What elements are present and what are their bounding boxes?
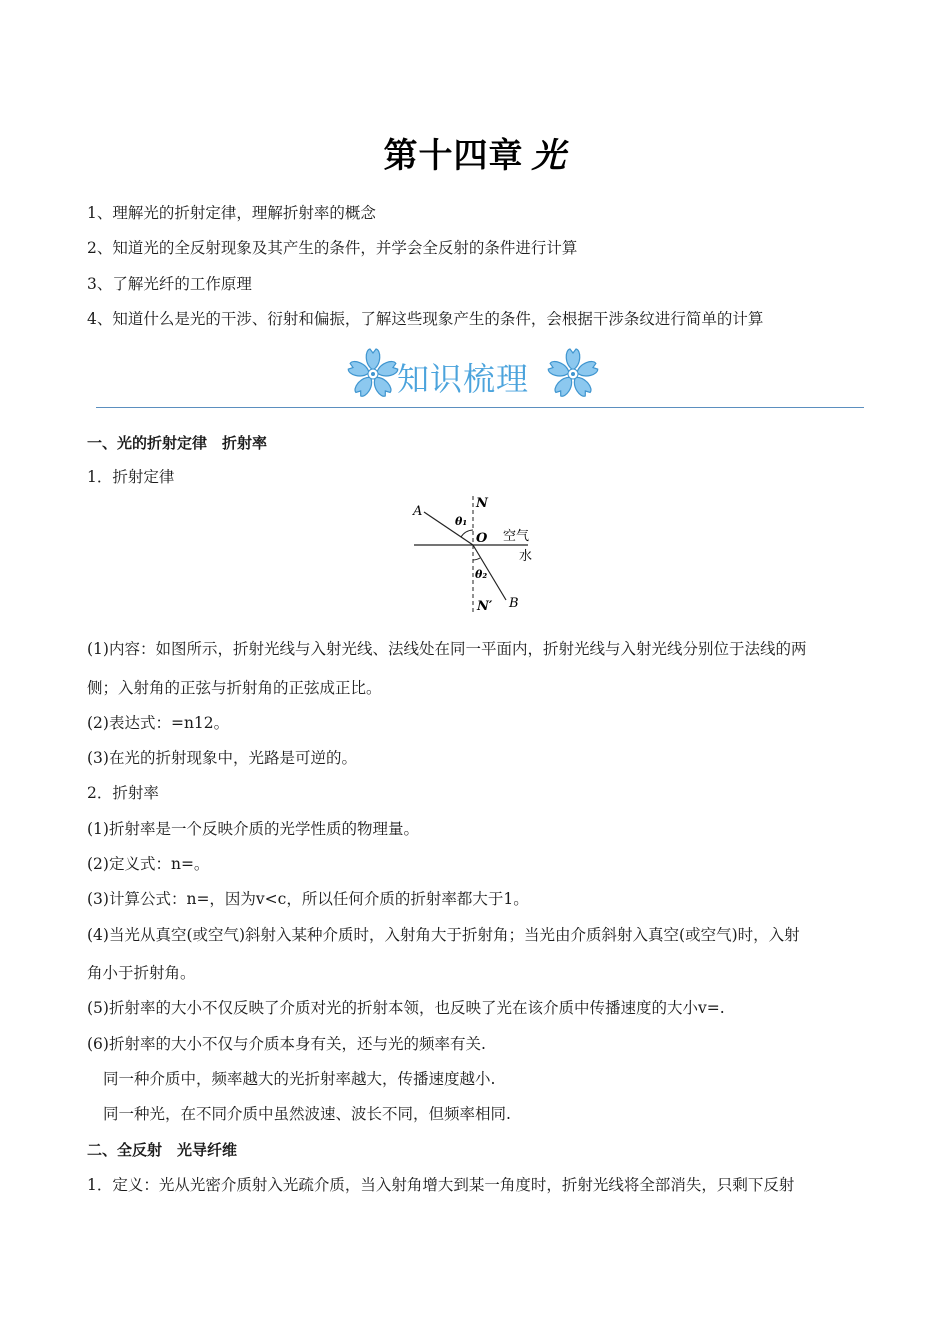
objective-4: 4、知道什么是光的干涉、衍射和偏振，了解这些现象产生的条件，会根据干涉条纹进行简单的计算: [87, 310, 764, 328]
refraction-expression: (2)表达式：=n12。: [87, 714, 230, 732]
knowledge-banner: [345, 344, 600, 404]
angle-theta1-arc: [461, 530, 473, 537]
sakura-flower-icon: [545, 346, 601, 402]
refraction-diagram: [408, 492, 548, 616]
refraction-content-line-2: 侧；入射角的正弦与折射角的正弦成正比。: [87, 679, 382, 697]
index-point-4-line-2: 角小于折射角。: [87, 964, 196, 982]
index-point-3: (3)计算公式：n=，因为v<c，所以任何介质的折射率都大于1。: [87, 890, 529, 908]
refraction-reversible: (3)在光的折射现象中，光路是可逆的。: [87, 749, 357, 767]
section-2-heading: 二、全反射 光导纤维: [87, 1141, 238, 1159]
index-point-6b: 同一种光，在不同介质中虽然波速、波长不同，但频率相同.: [103, 1105, 511, 1123]
label-a: A: [413, 504, 423, 519]
label-water: 水: [519, 549, 533, 564]
index-point-4-line-1: (4)当光从真空(或空气)斜射入某种介质时，入射角大于折射角；当光由介质斜射入真空(或空气)时，入射: [87, 926, 800, 944]
objective-2: 2、知道光的全反射现象及其产生的条件，并学会全反射的条件进行计算: [87, 239, 578, 257]
index-point-6: (6)折射率的大小不仅与介质本身有关，还与光的频率有关.: [87, 1035, 486, 1053]
refraction-content-line-1: (1)内容：如图所示，折射光线与入射光线、法线处在同一平面内，折射光线与入射光线分别位于法线的两: [87, 640, 807, 658]
label-theta1: θ₁: [455, 515, 468, 528]
subsection-refractive-index: 2．折射率: [87, 784, 159, 802]
sakura-flower-icon: [345, 346, 401, 402]
index-point-2: (2)定义式：n=。: [87, 855, 210, 873]
index-point-5: (5)折射率的大小不仅反映了介质对光的折射本领，也反映了光在该介质中传播速度的大小v=.: [87, 999, 725, 1017]
subsection-refraction-law: 1．折射定律: [87, 468, 175, 486]
angle-theta2-arc: [473, 558, 480, 560]
section-1-heading: 一、光的折射定律 折射率: [87, 434, 268, 452]
label-b: B: [509, 596, 519, 611]
chapter-title: [0, 128, 950, 177]
label-air: 空气: [503, 529, 530, 544]
total-reflection-definition: 1．定义：光从光密介质射入光疏介质，当入射角增大到某一角度时，折射光线将全部消失，只剩下反射: [87, 1176, 795, 1194]
label-n: N: [476, 496, 488, 511]
label-n-prime: N′: [477, 599, 493, 614]
chapter-title-char: 光: [531, 136, 567, 176]
section-divider: [96, 407, 864, 408]
label-theta2: θ₂: [475, 568, 488, 581]
banner-title: 知识梳理: [397, 360, 530, 398]
index-point-6a: 同一种介质中，频率越大的光折射率越大，传播速度越小.: [103, 1070, 496, 1088]
label-o: O: [476, 531, 488, 546]
objective-1: 1、理解光的折射定律，理解折射率的概念: [87, 204, 376, 222]
index-point-1: (1)折射率是一个反映介质的光学性质的物理量。: [87, 820, 419, 838]
objective-3: 3、了解光纤的工作原理: [87, 275, 252, 293]
chapter-title-text: 第十四章: [383, 136, 524, 176]
